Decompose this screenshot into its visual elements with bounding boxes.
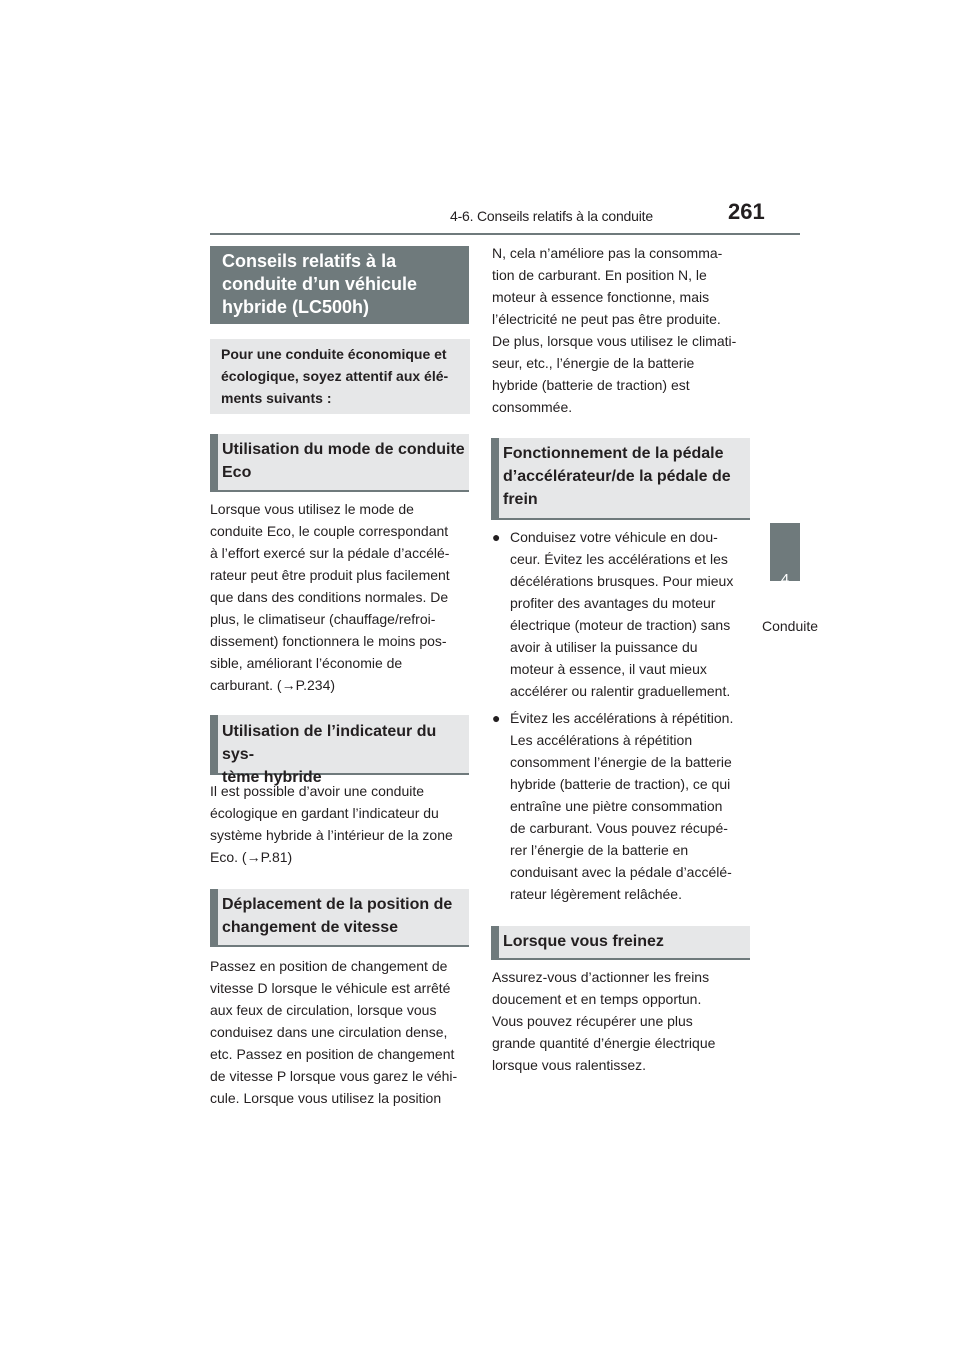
bullet-icon: ● bbox=[492, 710, 501, 726]
page-number: 261 bbox=[728, 199, 765, 224]
main-title: Conseils relatifs à la conduite d’un véhicule hybride (LC500h) bbox=[222, 251, 418, 317]
shift-position-paragraph: Passez en position de changement de vitesse D lorsque le véhicule est arrêté aux feux de circulation, lorsque vous conduisez dans une circulation dense, etc. Passez en position de changement de vitesse P lorsque vous garez le véhi- cule. Lorsque vous utilisez la position bbox=[210, 958, 458, 1106]
list-item: ● Évitez les accélérations à répétition. Les accélérations à répétition consomment l’énergie de la batterie hybride (batterie de traction), ce qui entraîne une piètre consommation de carburant. Vous pouvez récupé- rer l’énergie de la batterie en conduisant avec la pédale d’accélé- rateur légèrement relâchée. bbox=[492, 707, 752, 907]
shift-position-continuation: N, cela n’améliore pas la consomma- tion de carburant. En position N, le moteur à essence fonctionne, mais l’électricité ne peut pas être produite. De plus, lorsque vous utilisez le climati- seur, etc., l’énergie de la batterie hybride (batterie de traction) est consommée. bbox=[492, 245, 737, 415]
intro-text: Pour une conduite économique et écologique, soyez attentif aux élé- ments suivants : bbox=[221, 346, 449, 406]
chapter-label: Conduite bbox=[762, 618, 819, 634]
main-title-box bbox=[210, 246, 469, 324]
bullet-icon: ● bbox=[492, 529, 501, 545]
braking-paragraph: Assurez-vous d’actionner les freins doucement et en temps opportun. Vous pouvez récupérer une plus grande quantité d’énergie électrique lorsque vous ralentissez. bbox=[492, 969, 716, 1073]
header-divider bbox=[210, 233, 800, 235]
section-heading-shift-position: Déplacement de la position de changement de vitesse bbox=[210, 889, 469, 947]
running-header: 4-6. Conseils relatifs à la conduite bbox=[450, 208, 653, 224]
section-heading-braking: Lorsque vous freinez bbox=[491, 926, 750, 960]
chapter-number: 4 bbox=[780, 571, 790, 588]
eco-mode-paragraph: Lorsque vous utilisez le mode de conduite Eco, le couple correspondant à l’effort exercé sur la pédale d’accélé- rateur peut être produit plus facilement que dans des conditions normales. De plus, le climatiseur (chauffage/refroi- dissement) fonctionnera le moins pos- sible, améliorant l’économie de carburant. (→P.234) bbox=[210, 501, 450, 693]
section-heading-pedals: Fonctionnement de la pédale d’accélérateur/de la pédale de frein bbox=[491, 438, 750, 520]
list-item: ● Conduisez votre véhicule en dou- ceur. Évitez les accélérations et les décélérations brusques. Pour mieux profiter des avantages du moteur électrique (moteur de traction) sans avoir à utiliser la puissance du moteur à essence, il vaut mieux accélérer ou ralentir graduellement. bbox=[492, 526, 752, 706]
intro-box bbox=[210, 339, 470, 414]
section-heading-hybrid-indicator: Utilisation de l’indicateur du sys- tème hybride bbox=[210, 715, 469, 775]
section-heading-eco-mode: Utilisation du mode de conduite Eco bbox=[210, 434, 469, 492]
hybrid-indicator-paragraph: Il est possible d’avoir une conduite écologique en gardant l’indicateur du système hybride à l’intérieur de la zone Eco. (→P.81) bbox=[210, 783, 453, 865]
